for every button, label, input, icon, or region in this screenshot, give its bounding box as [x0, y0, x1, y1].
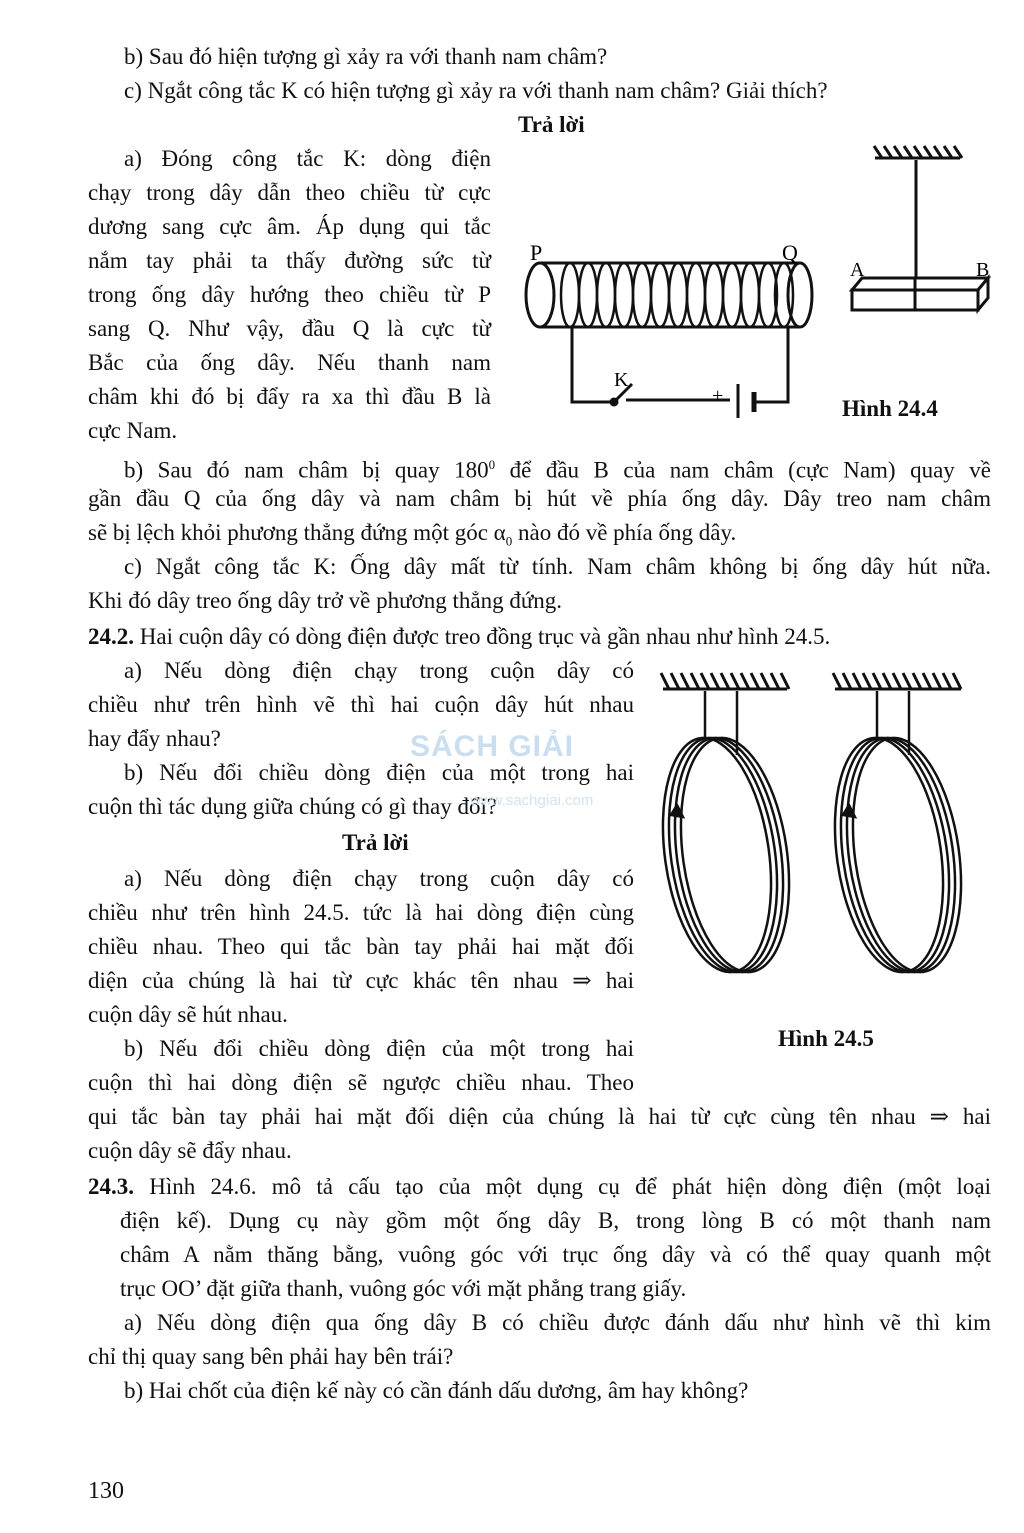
watermark-logo: SÁCH GIẢI	[410, 730, 575, 763]
page-number: 130	[88, 1478, 124, 1504]
ceiling-support-right	[833, 673, 961, 689]
answer-c-line: c) Ngắt công tắc K: Ống dây mất từ tính. Nam châm không bị ống dây hút nữa.	[124, 554, 991, 579]
solenoid	[526, 263, 812, 327]
label-plus: +	[712, 385, 724, 407]
question-24-2-a-line: a) Nếu dòng điện chạy trong cuộn dây có	[124, 658, 634, 683]
figure-24-4	[510, 140, 1000, 430]
answer-b-line: b) Sau đó nam châm bị quay $180^0$ để đầu B của nam châm (cực Nam) quay về	[124, 457, 991, 483]
coil-turns	[561, 263, 793, 327]
answer-a-line: dương sang cực âm. Áp dụng qui tắc	[88, 214, 491, 239]
question-b: b) Sau đó hiện tượng gì xảy ra với thanh nam châm?	[124, 44, 608, 69]
label-a: A	[850, 259, 865, 281]
answer-a-line: a) Đóng công tắc K: dòng điện	[124, 146, 491, 171]
answer-a-line: cực Nam.	[88, 418, 178, 443]
question-24-3-line: châm A nằm thăng bằng, vuông góc với trục ống dây và có thể quay quanh một	[120, 1242, 991, 1267]
coil-right	[821, 691, 975, 979]
answer-b-line: gần đầu Q của ống dây và nam châm bị hút về phía ống dây. Dây treo nam châm	[88, 486, 991, 511]
answer-a-line: sang Q. Như vậy, đầu Q là cực từ	[88, 316, 491, 341]
answer-24-2-b-line: b) Nếu đổi chiều dòng điện của một trong hai	[124, 1036, 634, 1061]
battery-icon	[738, 384, 760, 418]
question-24-3-a-line: chỉ thị quay sang bên phải hay bên trái?	[88, 1344, 454, 1369]
label-b: B	[976, 259, 990, 281]
question-24-3-line: 24.3. Hình 24.6. mô tả cấu tạo của một dụng cụ để phát hiện dòng điện (một loại	[88, 1174, 991, 1199]
answer-24-2-b-line: cuộn dây sẽ đẩy nhau.	[88, 1138, 292, 1163]
answer-24-2-b-line: cuộn thì hai dòng điện sẽ ngược chiều nhau. Theo	[88, 1070, 634, 1095]
question-24-3-line: điện kế). Dụng cụ này gồm một ống dây B, trong lòng B có một thanh nam	[120, 1208, 991, 1233]
answer-a-line: châm khi đó bị đẩy ra xa thì đầu B là	[88, 384, 491, 409]
ceiling-support-left	[661, 673, 789, 689]
answer-b-line: sẽ bị lệch khỏi phương thẳng đứng một góc $\alpha_0$ nào đó về phía ống dây.	[88, 520, 737, 549]
answer-c-line: Khi đó dây treo ống dây trở về phương thẳng đứng.	[88, 588, 563, 613]
question-24-2-a-line: hay đẩy nhau?	[88, 726, 221, 751]
answer-heading: Trả lời	[518, 112, 585, 137]
answer-24-2-a-line: a) Nếu dòng điện chạy trong cuộn dây có	[124, 866, 634, 891]
answer-a-line: trong ống dây hướng theo chiều từ P	[88, 282, 491, 307]
question-24-3-a-line: a) Nếu dòng điện qua ống dây B có chiều được đánh dấu như hình vẽ thì kim	[124, 1310, 991, 1335]
answer-24-2-a-line: chiều nhau. Theo qui tắc bàn tay phải hai mặt đối	[88, 934, 634, 959]
answer-24-2-a-line: chiều như trên hình 24.5. tức là hai dòng điện cùng	[88, 900, 634, 925]
bar-magnet	[852, 278, 988, 310]
figure-24-5-caption: Hình 24.5	[778, 1026, 874, 1051]
answer-a-line: chạy trong dây dẫn theo chiều từ cực	[88, 180, 491, 205]
question-c: c) Ngắt công tắc K có hiện tượng gì xảy ra với thanh nam châm? Giải thích?	[124, 78, 828, 103]
question-24-3-line: trục OO’ đặt giữa thanh, vuông góc với mặt phẳng trang giấy.	[120, 1276, 687, 1301]
answer-24-2-b-line: qui tắc bàn tay phải hai mặt đối diện của chúng là hai từ cực cùng tên nhau ⇒ hai	[88, 1104, 991, 1129]
question-24-2-b-line: cuộn thì tác dụng giữa chúng có gì thay đổi?	[88, 794, 498, 819]
label-p: P	[530, 240, 543, 265]
answer-heading-24-2: Trả lời	[342, 830, 409, 855]
question-24-2-a-line: chiều như trên hình vẽ thì hai cuộn dây hút nhau	[88, 692, 634, 717]
figure-24-5	[655, 665, 975, 985]
answer-24-2-a-line: cuộn dây sẽ hút nhau.	[88, 1002, 288, 1027]
label-k: K	[614, 369, 629, 391]
answer-a-line: nắm tay phải ta thấy đường sức từ	[88, 248, 491, 273]
coil-left	[655, 691, 803, 979]
question-24-2: 24.2. Hai cuộn dây có dòng điện được treo đồng trục và gần nhau như hình 24.5.	[88, 624, 831, 649]
watermark-site: www.sachgiai.com	[470, 792, 594, 809]
answer-a-line: Bắc của ống dây. Nếu thanh nam	[88, 350, 491, 375]
answer-24-2-a-line: diện của chúng là hai từ cực khác tên nhau ⇒ hai	[88, 968, 634, 993]
circuit-wires	[572, 327, 788, 402]
question-24-2-b-line: b) Nếu đổi chiều dòng điện của một trong hai	[124, 760, 634, 785]
ceiling-support	[874, 146, 962, 158]
figure-24-4-caption: Hình 24.4	[842, 396, 938, 421]
question-24-3-b: b) Hai chốt của điện kế này có cần đánh dấu dương, âm hay không?	[124, 1378, 749, 1403]
label-q: Q	[782, 240, 798, 265]
